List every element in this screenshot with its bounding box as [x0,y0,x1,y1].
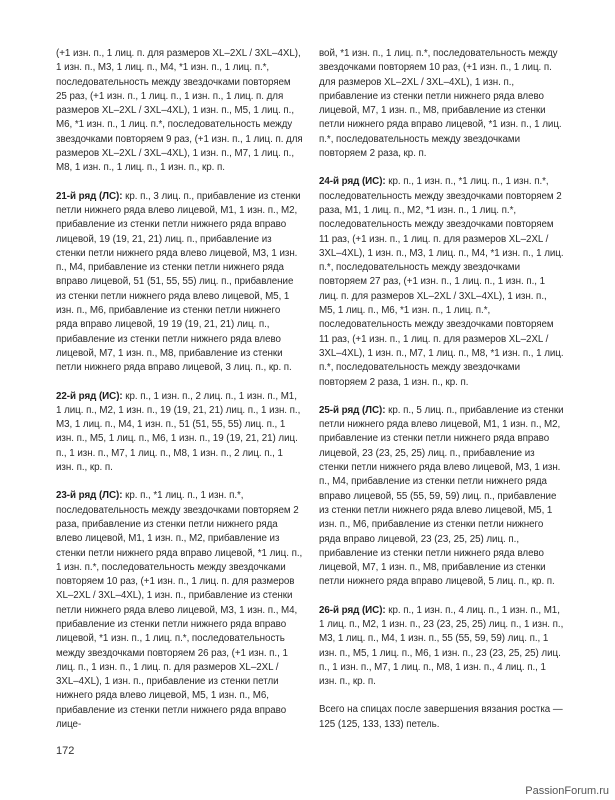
page-number: 172 [56,745,75,757]
paragraph-row-23: 23-й ряд (ЛС): кр. п., *1 лиц. п., 1 изн. п.*, последовательность между звездочками повторяем 2 раза, прибавление из стенки петли нижнего ряда влево лицевой, M1, 1 изн. п., M2, прибавление из стенки петли нижнего ряда вправо лицевой, *1 лиц. п., 1 изн. п.*, последовательность между звездочками повторяем 10 раз, (+1 изн. п., 1 лиц. п. для размеров XL–2XL / 3XL–4XL), 1 изн. п., прибавление из стенки петли нижнего ряда влево лицевой, M3, 1 изн. п., M4, прибавление из стенки петли нижнего ряда вправо лицевой, *1 изн. п., 1 лиц. п.*, последовательность между звездочками повторяем 26 раз, (+1 изн. п., 1 лиц. п., 1 изн. п., 1 лиц. п. для размеров XL–2XL / 3XL–4XL), 1 изн. п., прибавление из стенки петли нижнего ряда влево лицевой, M5, 1 изн. п., M6, прибавление из стенки петли нижнего ряда вправо лице- [56,490,303,731]
paragraph-row-21: 21-й ряд (ЛС): кр. п., 3 лиц. п., прибавление из стенки петли нижнего ряда влево лицевой, M1, 1 изн. п., M2, прибавление из стенки петли нижнего ряда вправо лицевой, 19 (19, 21, 21) лиц. п., прибавление из стенки петли нижнего ряда влево лицевой, M3, 1 изн. п., M4, прибавление из стенки петли нижнего ряда вправо лицевой, 51 (51, 55, 55) лиц. п., прибавление из стенки петли нижнего ряда влево лицевой, M5, 1 изн. п., M6, прибавление из стенки петли нижнего ряда вправо лицевой, 19 19 (19, 21, 21) лиц. п., прибавление из стенки петли нижнего ряда влево лицевой, M7, 1 изн. п., M8, прибавление из стенки петли нижнего ряда вправо лицевой, 3 лиц. п., кр. п. [56,190,301,374]
watermark: PassionForum.ru [525,785,609,797]
row-heading: 25-й ряд (ЛС): [319,404,386,416]
row-heading: 21-й ряд (ЛС): [56,190,123,202]
left-column [56,47,303,746]
row-heading: 22-й ряд (ИС): [56,390,123,402]
paragraph-row-22: 22-й ряд (ИС): кр. п., 1 изн. п., 2 лиц. п., 1 изн. п., M1, 1 лиц. п., M2, 1 изн. п., 19 (19, 21, 21) лиц. п., 1 изн. п., M3, 1 лиц. п., M4, 1 изн. п., 51 (51, 55, 55) лиц. п., 1 изн. п., M5, 1 лиц. п., M6, 1 изн. п., 19 (19, 21, 21) лиц. п., 1 изн. п., M7, 1 лиц. п., M8, 1 изн. п., 2 лиц. п., 1 изн. п., кр. п. [56,390,301,474]
paragraph-total-stitches: Всего на спицах после завершения вязания ростка — 125 (125, 133, 133) петель. [319,704,563,730]
paragraph-row-26: 26-й ряд (ИС): кр. п., 1 изн. п., 4 лиц. п., 1 изн. п., M1, 1 лиц. п., M2, 1 изн. п., 23 (23, 25, 25) лиц. п., 1 изн. п., M3, 1 лиц. п., M4, 1 изн. п., 55 (55, 59, 59) лиц. п., 1 изн. п., M5, 1 лиц. п., M6, 1 изн. п., 23 (23, 25, 25) лиц. п., 1 изн. п., M7, 1 лиц. п., M8, 1 изн. п., 4 лиц. п., 1 изн. п., кр. п. [319,604,564,688]
paragraph-continuation: (+1 изн. п., 1 лиц. п. для размеров XL–2XL / 3XL–4XL), 1 изн. п., M3, 1 лиц. п., M4, *1 изн. п., 1 лиц. п.*, последовательность между звездочками повторяем 25 раз, (+1 изн. п., 1 лиц. п., 1 изн. п., 1 лиц. п. для размеров XL–2XL / 3XL–4XL), 1 изн. п., M5, 1 лиц. п., M6, *1 изн. п., 1 лиц. п.*, последовательность между звездочками повторяем 9 раз, (+1 изн. п., 1 лиц. п. для размеров XL–2XL / 3XL–4XL), 1 изн. п., M7, 1 лиц. п., M8, 1 изн. п., 1 лиц. п., 1 изн. п., кр. п. [56,48,303,174]
row-heading: 26-й ряд (ИС): [319,604,386,616]
right-column [319,47,564,746]
row-heading: 23-й ряд (ЛС): [56,490,123,502]
row-heading: 24-й ряд (ИС): [319,176,386,188]
paragraph-row-25: 25-й ряд (ЛС): кр. п., 5 лиц. п., прибавление из стенки петли нижнего ряда влево лицевой, M1, 1 изн. п., M2, прибавление из стенки петли нижнего ряда вправо лицевой, 23 (23, 25, 25) лиц. п., прибавление из стенки петли нижнего ряда влево лицевой, M3, 1 изн. п., M4, прибавление из стенки петли нижнего ряда вправо лицевой, 55 (55, 59, 59) лиц. п., прибавление из стенки петли нижнего ряда влево лицевой, M5, 1 изн. п., M6, прибавление из стенки петли нижнего ряда вправо лицевой, 23 (23, 25, 25) лиц. п., прибавление из стенки петли нижнего ряда влево лицевой, M7, 1 изн. п., M8, прибавление из стенки петли нижнего ряда вправо лицевой, 5 лиц. п., кр. п. [319,404,564,588]
paragraph-row-23-continued: вой, *1 изн. п., 1 лиц. п.*, последовательность между звездочками повторяем 10 раз, (+1 изн. п., 1 лиц. п. для размеров XL–2XL / 3XL–4XL), 1 изн. п., прибавление из стенки петли нижнего ряда влево лицевой, M7, 1 изн. п., M8, прибавление из стенки петли нижнего ряда вправо лицевой, *1 изн. п., 1 лиц. п.*, последовательность между звездочками повторяем 2 раза, кр. п. [319,48,562,160]
paragraph-row-24: 24-й ряд (ИС): кр. п., 1 изн. п., *1 лиц. п., 1 изн. п.*, последовательность между звездочками повторяем 2 раза, M1, 1 лиц. п., M2, *1 изн. п., 1 лиц. п.*, последовательность между звездочками повторяем 11 раз, (+1 изн. п., 1 лиц. п. для размеров XL–2XL / 3XL–4XL), 1 изн. п., M3, 1 лиц. п., M4, *1 изн. п., 1 лиц. п.*, последовательность между звездочками повторяем 27 раз, (+1 изн. п., 1 лиц. п., 1 изн. п., 1 лиц. п. для размеров XL–2XL / 3XL–4XL), 1 изн. п., M5, 1 лиц. п., M6, *1 изн. п., 1 лиц. п.*, последовательность между звездочками повторяем 11 раз, (+1 изн. п., 1 лиц. п. для размеров XL–2XL / 3XL–4XL), 1 изн. п., M7, 1 лиц. п., M8, *1 изн. п., 1 лиц. п.*, последовательность между звездочками повторяем 2 раза, 1 изн. п., кр. п. [319,176,564,388]
